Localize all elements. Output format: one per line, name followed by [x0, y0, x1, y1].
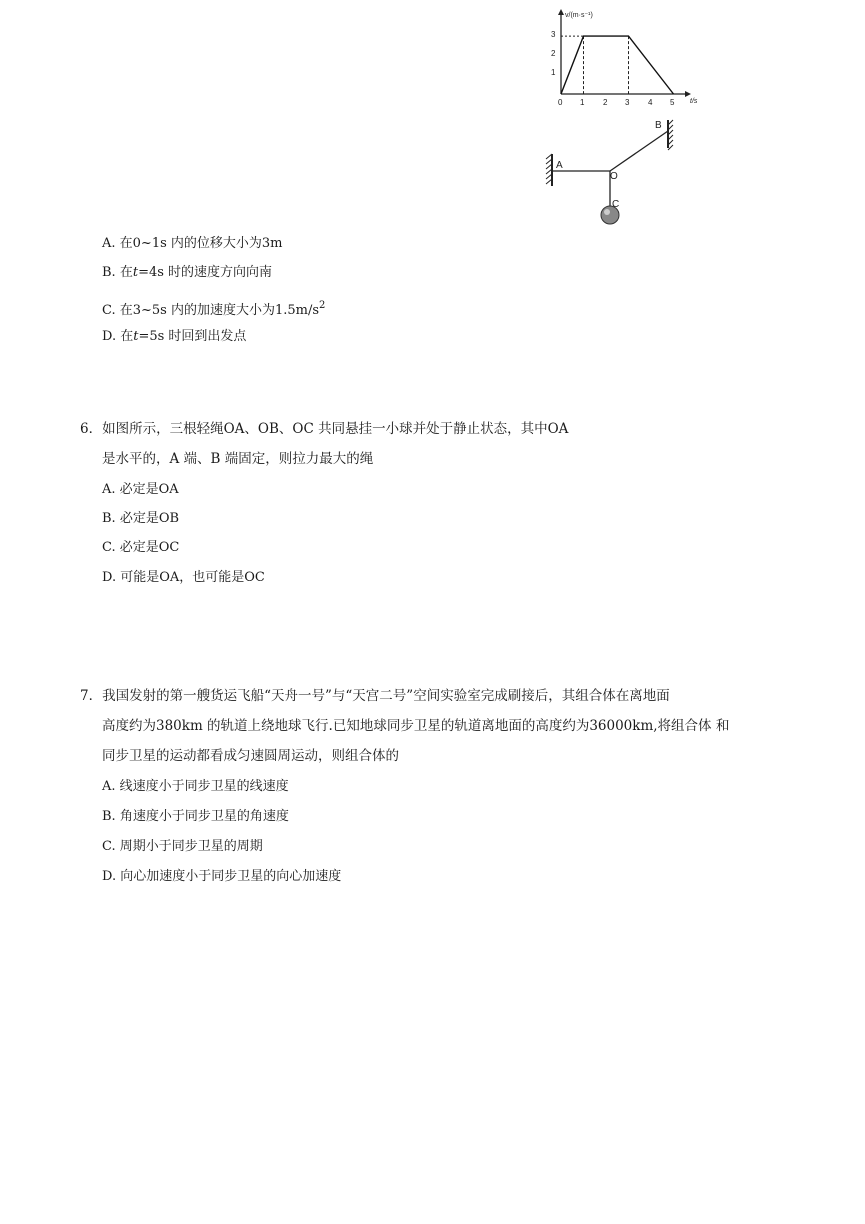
- rope-ob: [610, 131, 668, 171]
- x-tick-0: 0: [558, 98, 563, 107]
- q6-stem-line1: 6．如图所示，三根轻绳OA、OB、OC 共同悬挂一小球并处于静止状态，其中OA: [80, 421, 569, 437]
- q5-option-c-exponent: 2: [319, 300, 326, 311]
- y-axis-label: v/(m·s⁻¹): [565, 12, 593, 19]
- q5-option-a: [102, 235, 283, 253]
- q5-option-d-var: t: [133, 329, 139, 344]
- label-b: B: [655, 120, 662, 131]
- q5-option-a-text: A. 在0~1s 内的位移大小为3m: [102, 236, 283, 251]
- x-tick-5: 5: [670, 98, 675, 107]
- q5-option-d: [102, 328, 246, 346]
- q7-option-b: B. 角速度小于同步卫星的角速度: [102, 809, 289, 824]
- q7-option-d: D. 向心加速度小于同步卫星的向心加速度: [102, 869, 342, 884]
- q5-option-c-text: C. 在3~5s 内的加速度大小为1.5m/s: [102, 303, 320, 318]
- q5-option-b-var: t: [132, 265, 139, 280]
- q5-option-d-post: =5s 时回到出发点: [138, 329, 247, 344]
- q5-option-c: [102, 297, 325, 320]
- y-axis-arrow: [558, 9, 564, 15]
- velocity-time-graph: [548, 6, 708, 112]
- q7-option-c: C. 周期小于同步卫星的周期: [102, 839, 263, 854]
- q6-stem-line2: 是水平的，A 端、B 端固定，则拉力最大的绳: [102, 451, 374, 467]
- q6-option-d: D. 可能是OA，也可能是OC: [102, 570, 265, 585]
- q6-option-a: A. 必定是OA: [102, 482, 179, 497]
- velocity-series-line: [561, 36, 674, 94]
- ball-highlight: [604, 209, 610, 215]
- q7-stem-line2: 高度约为380km 的轨道上绕地球飞行.已知地球同步卫星的轨道离地面的高度约为36000km,将组合体 和: [102, 718, 730, 734]
- q6-option-b: B. 必定是OB: [102, 511, 180, 526]
- x-tick-1: 1: [580, 98, 585, 107]
- q7-stem-line3: 同步卫星的运动都看成匀速圆周运动，则组合体的: [102, 748, 399, 764]
- y-tick-3: 3: [551, 30, 556, 39]
- x-axis-label: t/s: [690, 98, 698, 105]
- q5-option-b: [102, 264, 272, 282]
- q5-option-d-pre: D. 在: [102, 329, 134, 344]
- x-tick-3: 3: [625, 98, 630, 107]
- q5-option-b-pre: B. 在: [102, 265, 133, 280]
- x-tick-2: 2: [603, 98, 608, 107]
- y-tick-2: 2: [551, 49, 556, 58]
- q6-option-c: C. 必定是OC: [102, 540, 180, 555]
- x-tick-4: 4: [648, 98, 653, 107]
- label-c: C: [612, 199, 620, 210]
- q7-stem-line1: 7．我国发射的第一艘货运飞船“天舟一号”与“天宫二号”空间实验室完成刷接后，其组合体在离地面: [80, 688, 670, 704]
- rope-diagram: [544, 114, 674, 232]
- label-a: A: [556, 160, 563, 171]
- q7-option-a: A. 线速度小于同步卫星的线速度: [102, 779, 289, 794]
- label-o: O: [610, 171, 618, 182]
- q5-option-b-post: =4s 时的速度方向向南: [138, 265, 273, 280]
- x-axis-arrow: [685, 91, 691, 97]
- y-tick-1: 1: [551, 68, 556, 77]
